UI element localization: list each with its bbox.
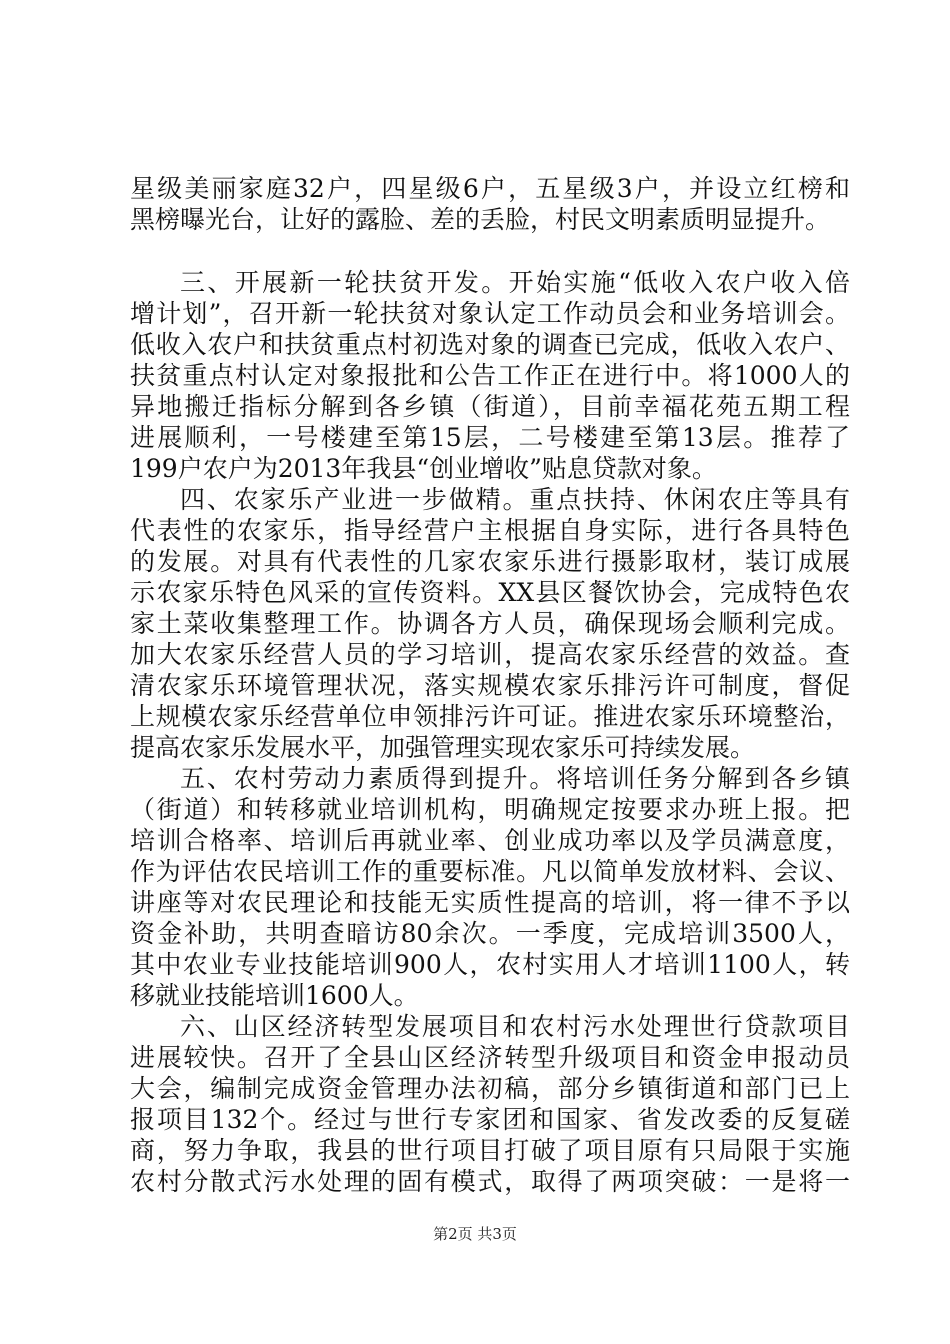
text-line: 六、山区经济转型发展项目和农村污水处理世行贷款项目 bbox=[180, 1012, 850, 1041]
paragraph-world-bank-project bbox=[130, 1011, 850, 1197]
text-line: 其中农业专业技能培训900人，农村实用人才培训1100人，转 bbox=[130, 950, 850, 979]
text-line: 五、农村劳动力素质得到提升。将培训任务分解到各乡镇 bbox=[180, 764, 850, 793]
text-line: 提高农家乐发展水平，加强管理实现农家乐可持续发展。 bbox=[130, 733, 756, 762]
text-line: 黑榜曝光台，让好的露脸、差的丢脸，村民文明素质明显提升。 bbox=[130, 205, 831, 234]
text-line: 作为评估农民培训工作的重要标准。凡以简单发放材料、会议、 bbox=[130, 857, 850, 886]
paragraph-agritourism bbox=[130, 484, 850, 763]
text-line: 示农家乐特色风采的宣传资料。XX县区餐饮协会，完成特色农 bbox=[130, 578, 850, 607]
text-line: 大会，编制完成资金管理办法初稿，部分乡镇街道和部门已上 bbox=[130, 1074, 850, 1103]
text-line: 进展顺利，一号楼建至第15层，二号楼建至第13层。推荐了 bbox=[130, 423, 850, 452]
paragraph-star-families bbox=[130, 173, 850, 235]
text-line: 低收入农户和扶贫重点村初选对象的调查已完成，低收入农户、 bbox=[130, 330, 850, 359]
text-line: 199户农户为2013年我县“创业增收”贴息贷款对象。 bbox=[130, 454, 717, 483]
text-line: 三、开展新一轮扶贫开发。开始实施“低收入农户收入倍 bbox=[180, 268, 850, 297]
page-number-label: 第2页 共3页 bbox=[433, 1225, 517, 1243]
page-footer bbox=[0, 1224, 950, 1244]
text-line: 增计划”，召开新一轮扶贫对象认定工作动员会和业务培训会。 bbox=[130, 299, 850, 328]
text-line: 的发展。对具有代表性的几家农家乐进行摄影取材，装订成展 bbox=[130, 547, 850, 576]
paragraph-gap bbox=[130, 235, 850, 267]
text-line: 星级美丽家庭32户，四星级6户，五星级3户，并设立红榜和 bbox=[130, 174, 850, 203]
text-line: 扶贫重点村认定对象报批和公告工作正在进行中。将1000人的 bbox=[130, 361, 850, 390]
text-line: 资金补助，共明查暗访80余次。一季度，完成培训3500人， bbox=[130, 919, 850, 948]
text-line: 异地搬迁指标分解到各乡镇（街道），目前幸福花苑五期工程 bbox=[130, 392, 850, 421]
text-line: 报项目132个。经过与世行专家团和国家、省发改委的反复磋 bbox=[130, 1105, 850, 1134]
text-line: 农村分散式污水处理的固有模式，取得了两项突破：一是将一 bbox=[130, 1167, 850, 1196]
text-line: 加大农家乐经营人员的学习培训，提高农家乐经营的效益。查 bbox=[130, 640, 850, 669]
text-line: 四、农家乐产业进一步做精。重点扶持、休闲农庄等具有 bbox=[180, 485, 850, 514]
paragraph-labor-training bbox=[130, 763, 850, 1011]
text-line: 培训合格率、培训后再就业率、创业成功率以及学员满意度， bbox=[130, 826, 850, 855]
text-line: 进展较快。召开了全县山区经济转型升级项目和资金申报动员 bbox=[130, 1043, 850, 1072]
text-line: 讲座等对农民理论和技能无实质性提高的培训，将一律不予以 bbox=[130, 888, 850, 917]
paragraph-poverty-alleviation bbox=[130, 267, 850, 484]
text-line: 上规模农家乐经营单位申领排污许可证。推进农家乐环境整治， bbox=[130, 702, 850, 731]
text-line: 清农家乐环境管理状况，落实规模农家乐排污许可制度，督促 bbox=[130, 671, 850, 700]
document-body bbox=[130, 173, 850, 1197]
text-line: 移就业技能培训1600人。 bbox=[130, 981, 419, 1010]
text-line: 商，努力争取，我县的世行项目打破了项目原有只局限于实施 bbox=[130, 1136, 850, 1165]
text-line: （街道）和转移就业培训机构，明确规定按要求办班上报。把 bbox=[130, 795, 850, 824]
text-line: 代表性的农家乐，指导经营户主根据自身实际，进行各具特色 bbox=[130, 516, 850, 545]
text-line: 家土菜收集整理工作。协调各方人员，确保现场会顺利完成。 bbox=[130, 609, 850, 638]
